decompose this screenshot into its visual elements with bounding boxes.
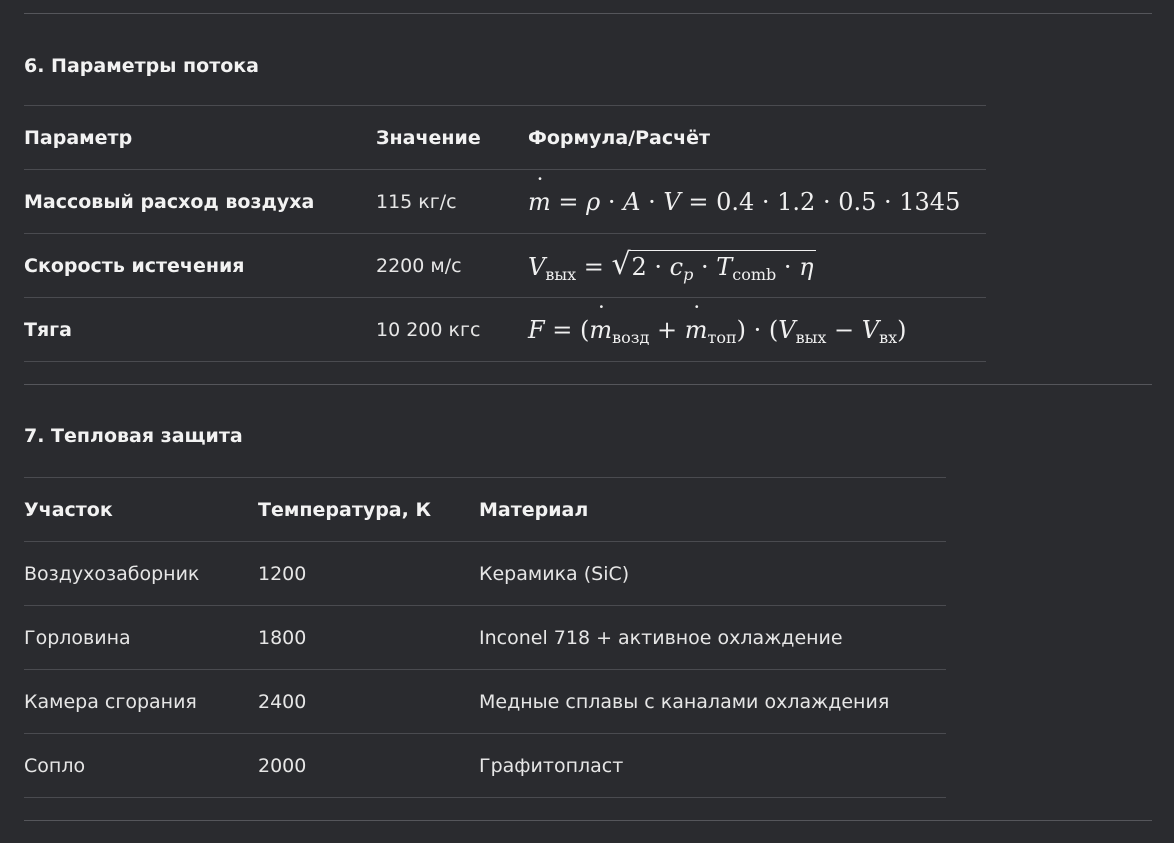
thrust-formula: F = (˙ $m_{возд}$ + ˙ $m_{топ}) \cdot (V_{вых} - V_{вх})$ [528, 316, 907, 344]
mass-flow-formula: ˙ m = ρ · A · V = 0.4 · 1.2 · 0.5 · 1345 [528, 188, 960, 216]
exhaust-velocity-formula: $V_{вых}$ = √ $2 \cdot c_p \cdot T_{comb} \cdot \eta$ [528, 247, 814, 284]
zone-temperature: 2400 [258, 670, 479, 734]
section-divider [24, 384, 1152, 385]
header-value: Значение [376, 106, 528, 170]
zone-name: Камера сгорания [24, 670, 258, 734]
section-6-title: 6. Параметры потока [24, 55, 259, 77]
param-formula [528, 234, 986, 298]
top-divider [24, 13, 1152, 14]
param-value: 115 кг/с [376, 170, 528, 234]
thermal-protection-table [24, 477, 946, 798]
param-value: 2200 м/с [376, 234, 528, 298]
table-row [24, 606, 946, 670]
param-name: Тяга [24, 298, 376, 362]
zone-name: Воздухозаборник [24, 542, 258, 606]
section-7-title: 7. Тепловая защита [24, 425, 243, 447]
table-row [24, 670, 946, 734]
table-header-row [24, 478, 946, 542]
header-zone: Участок [24, 478, 258, 542]
table-row [24, 542, 946, 606]
zone-temperature: 1800 [258, 606, 479, 670]
zone-material: Медные сплавы с каналами охлаждения [479, 670, 946, 734]
zone-material: Керамика (SiC) [479, 542, 946, 606]
table-row [24, 234, 986, 298]
table-header-row [24, 106, 986, 170]
flow-parameters-table [24, 105, 986, 362]
header-material: Материал [479, 478, 946, 542]
table-row [24, 170, 986, 234]
param-value: 10 200 кгс [376, 298, 528, 362]
zone-material: Графитопласт [479, 734, 946, 798]
zone-name: Сопло [24, 734, 258, 798]
table-row [24, 734, 946, 798]
zone-name: Горловина [24, 606, 258, 670]
zone-temperature: 1200 [258, 542, 479, 606]
header-temperature: Температура, К [258, 478, 479, 542]
header-formula: Формула/Расчёт [528, 106, 986, 170]
zone-material: Inconel 718 + активное охлаждение [479, 606, 946, 670]
param-name: Скорость истечения [24, 234, 376, 298]
param-name: Массовый расход воздуха [24, 170, 376, 234]
header-parameter: Параметр [24, 106, 376, 170]
param-formula [528, 170, 986, 234]
bottom-divider [24, 820, 1152, 821]
table-row [24, 298, 986, 362]
param-formula [528, 298, 986, 362]
zone-temperature: 2000 [258, 734, 479, 798]
